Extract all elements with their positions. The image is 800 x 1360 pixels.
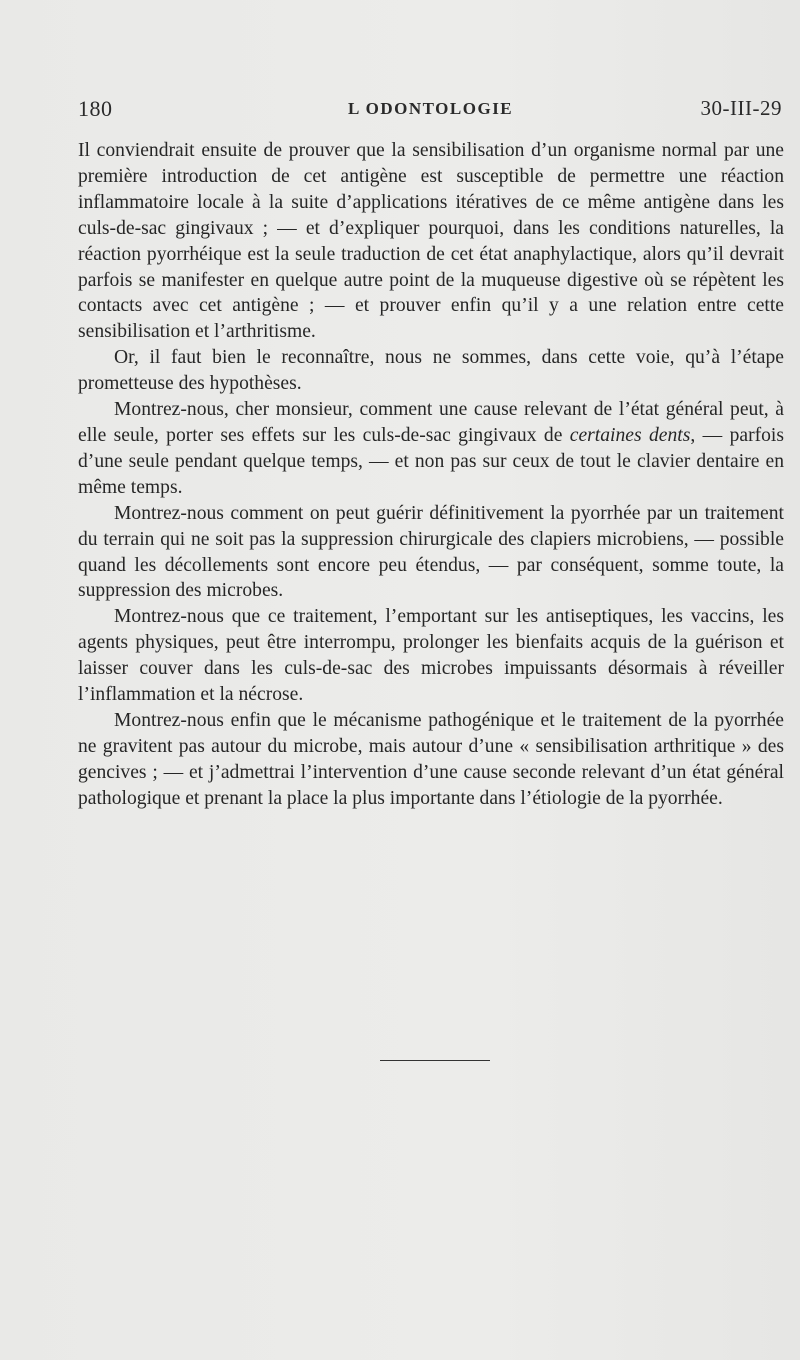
issue-date: 30-III-29 xyxy=(700,96,782,120)
italic-phrase: certaines dents xyxy=(569,424,691,446)
paragraph-text: Montrez-nous, cher monsieur, comment une cause relevant de l’état général peut, à elle seule, porter ses effets sur les culs-de-sac gingivaux de xyxy=(78,399,784,446)
paragraph: Montrez-nous comment on peut guérir définitivement la pyorrhée par un traitement du terrain qui ne soit pas la suppression chirurgicale des clapiers microbiens, — possible quand les décollements sont encore peu étendus, — par conséquent, somme toute, la suppression des microbes. xyxy=(78,502,784,602)
end-rule xyxy=(380,1060,490,1061)
paragraph xyxy=(78,397,784,501)
page-header xyxy=(78,96,782,126)
page-number: 180 xyxy=(78,96,113,121)
paragraph: Montrez-nous que ce traitement, l’emportant sur les antiseptiques, les vaccins, les agents physiques, peut être interrompu, prolonger les bienfaits acquis de la guérison et laisser couver dans les culs-de-sac des microbes impuissants désormais à réveiller l’inflammation et la nécrose. xyxy=(78,606,784,706)
article-body xyxy=(78,138,784,812)
paragraph: Il conviendrait ensuite de prouver que la sensibilisation d’un organisme normal par une première introduction de cet antigène est susceptible de permettre une réaction inflammatoire locale à la suite d’applications itératives de ce même antigène dans les culs-de-sac gingivaux ; — et d’expliquer pourquoi, dans les conditions naturelles, la réaction pyorrhéique est la seule traduction de cet état anaphylactique, alors qu’il devrait parfois se manifester en quelque autre point de la muqueuse digestive où se répètent les contacts avec cet antigène ; — et prouver enfin qu’il y a une relation entre cette sensibilisation et l’arthritisme. xyxy=(78,140,784,343)
paragraph-text: , — parfois d’une seule pendant quelque temps, — et non pas sur ceux de tout le clavier dentaire en même temps. xyxy=(78,424,784,498)
running-title: L ODONTOLOGIE xyxy=(348,99,514,118)
paragraph: Or, il faut bien le reconnaître, nous ne sommes, dans cette voie, qu’à l’étape prometteuse des hypothèses. xyxy=(78,347,784,395)
paragraph: Montrez-nous enfin que le mécanisme pathogénique et le traitement de la pyorrhée ne gravitent pas autour du microbe, mais autour d’une « sensibilisation arthritique » des gencives ; — et j’admettrai l’intervention d’une cause seconde relevant d’un état général pathologique et prenant la place la plus importante dans l’étiologie de la pyorrhée. xyxy=(78,709,784,809)
